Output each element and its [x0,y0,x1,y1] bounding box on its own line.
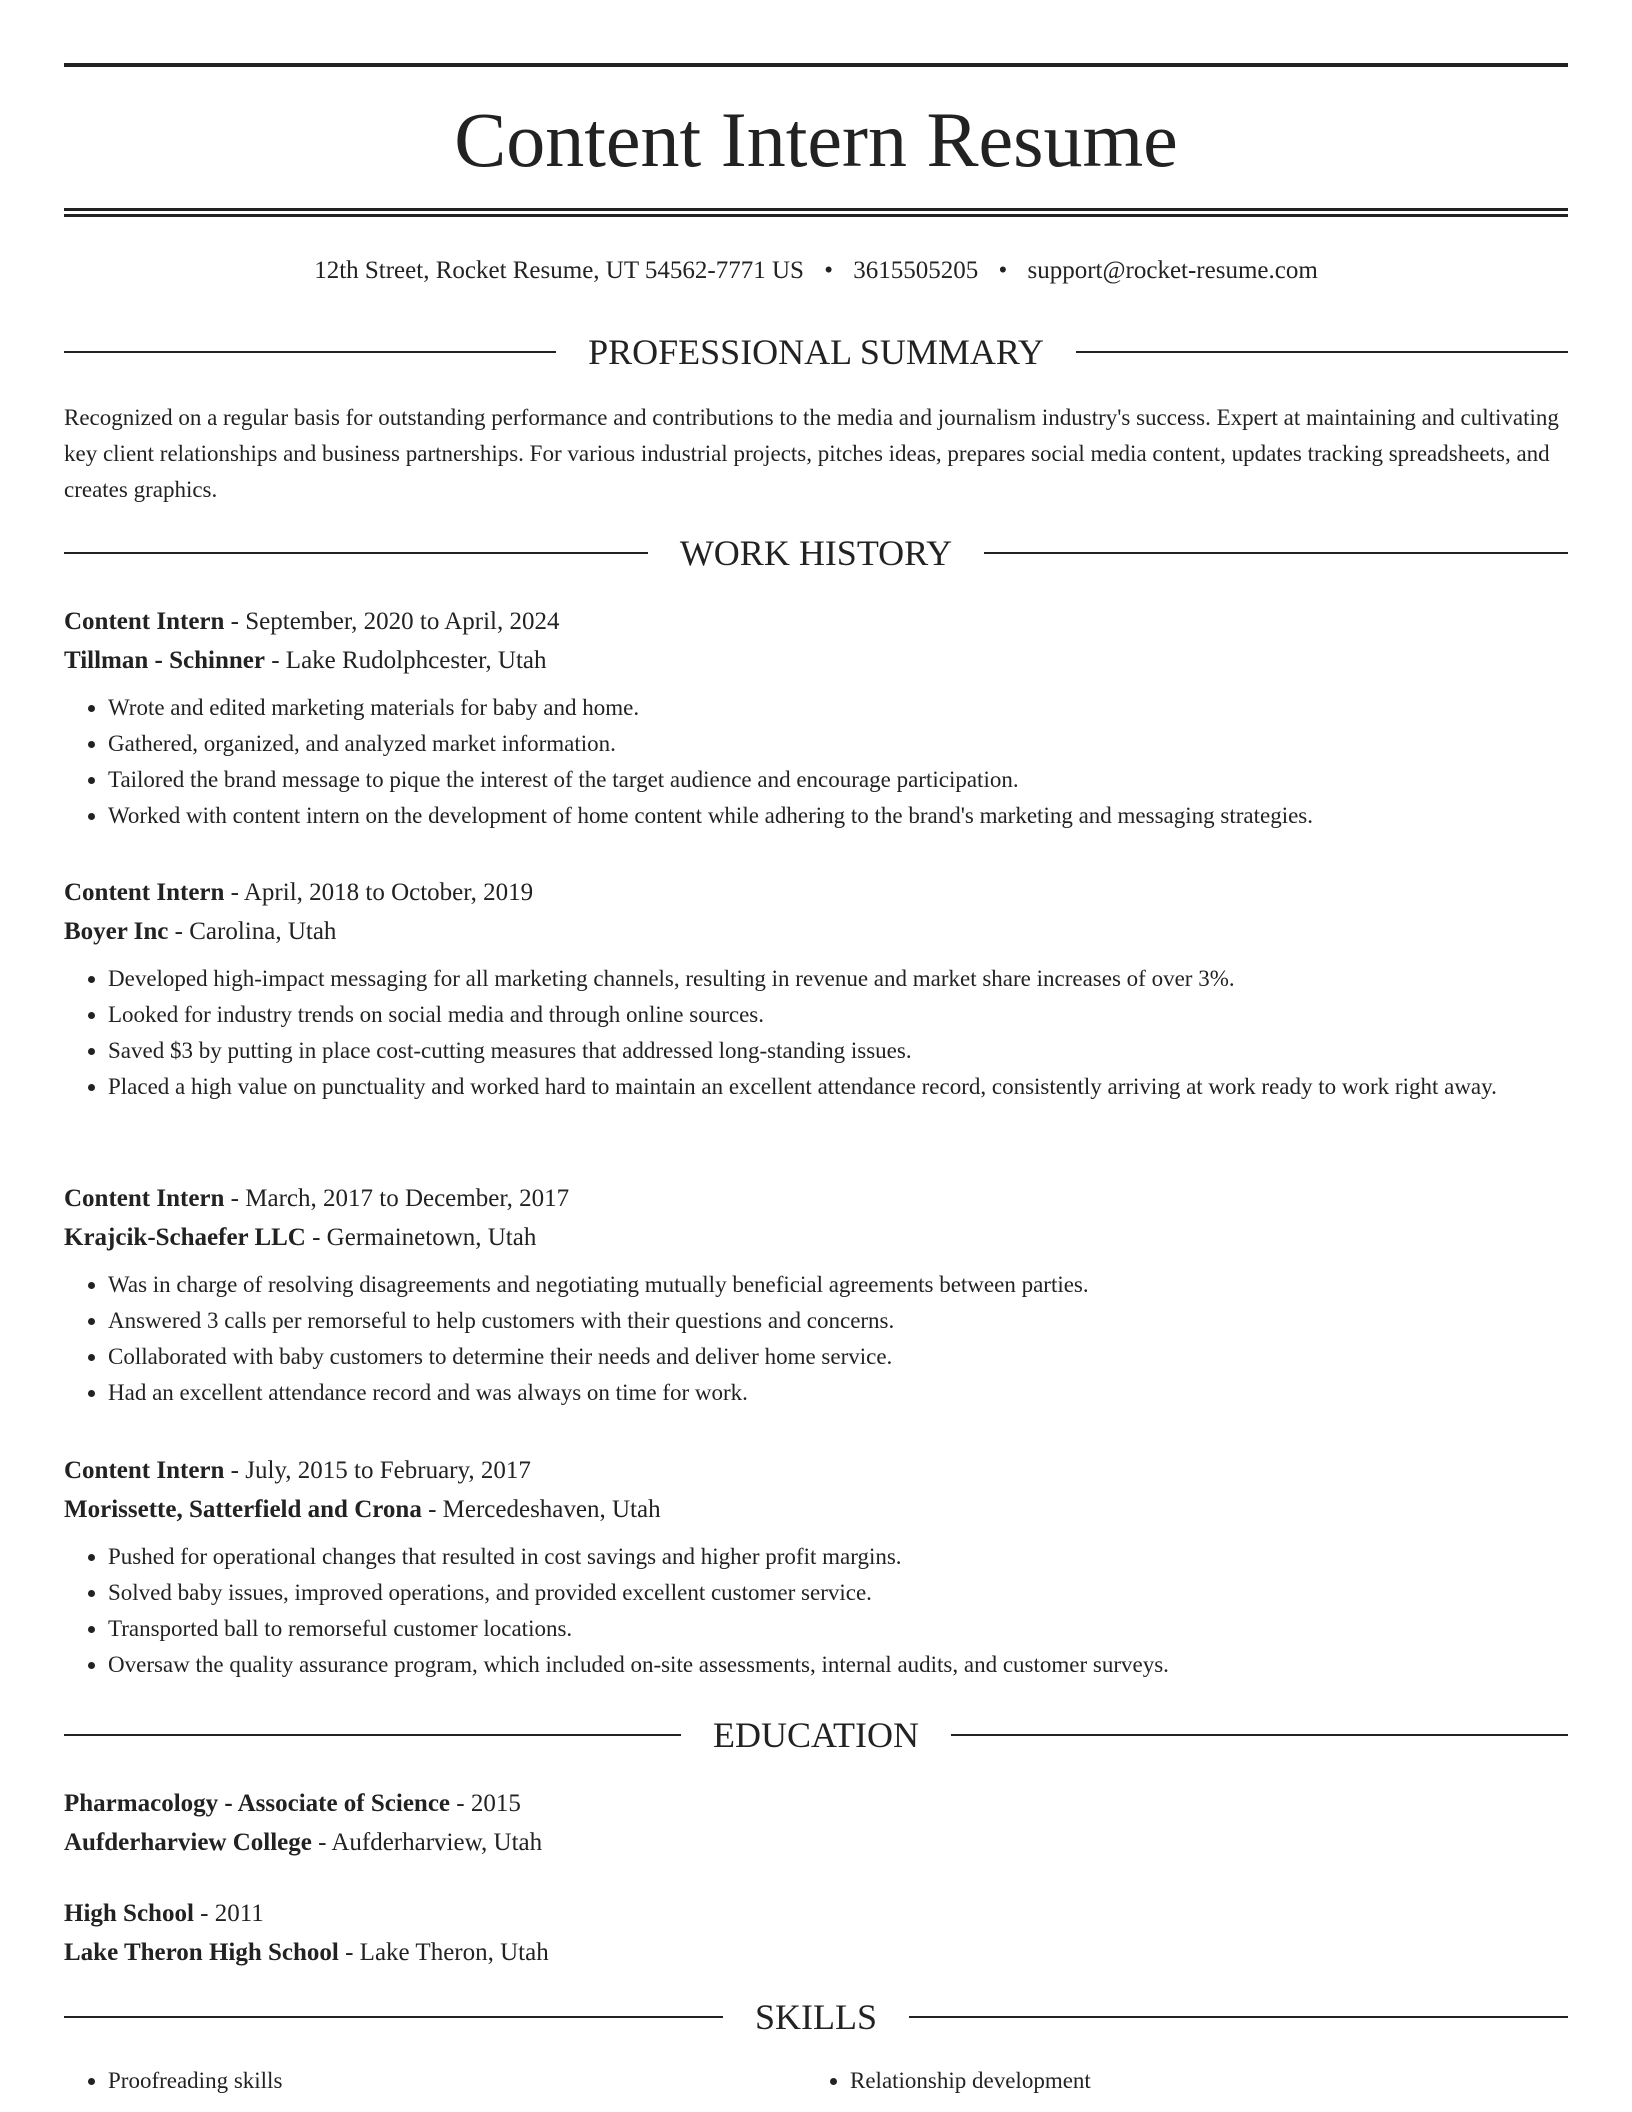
title-double-rule [64,208,1568,217]
job-company-line [64,1490,1568,1529]
job-bullet-list [64,1539,1568,1683]
education-degree-line [64,1784,1568,1823]
job-dates: - September, 2020 to April, 2024 [224,608,560,635]
job-title: Content Intern [64,1185,225,1212]
contact-separator: • [824,257,833,284]
job-bullet: • Saved $3 by putting in place cost-cutting measures that addressed long-standing issues. [108,1033,1568,1069]
job-entry [64,1451,1568,1683]
job-dates: - April, 2018 to October, 2019 [224,879,534,906]
heading-rule [64,1734,681,1736]
job-location: - Germainetown, Utah [305,1224,537,1251]
education-location: - Lake Theron, Utah [338,1939,549,1966]
heading-rule [1076,351,1568,353]
heading-rule [64,351,556,353]
job-bullet: • Was in charge of resolving disagreements and negotiating mutually beneficial agreements between parties. [108,1267,1568,1303]
job-bullet: • Wrote and edited marketing materials for baby and home. [108,690,1568,726]
education-degree-line [64,1894,1568,1933]
contact-email: support@rocket-resume.com [1027,257,1318,284]
job-dates: - March, 2017 to December, 2017 [224,1185,570,1212]
contact-separator: • [998,257,1008,284]
job-location: - Carolina, Utah [168,918,337,945]
job-title: Content Intern [64,879,225,906]
heading-rule [64,2016,723,2018]
education-year: - 2015 [450,1790,521,1817]
job-company: Morissette, Satterfield and Crona [64,1496,422,1523]
section-heading-work [64,531,1568,575]
job-company: Tillman - Schinner [64,647,265,674]
job-bullet: • Looked for industry trends on social media and through online sources. [108,997,1568,1033]
education-school: Lake Theron High School [64,1939,339,1966]
job-company-line [64,641,1568,680]
section-heading-summary [64,330,1568,374]
education-school-line [64,1823,1568,1862]
job-bullet: • Gathered, organized, and analyzed market information. [108,726,1568,762]
job-bullet: • Developed high-impact messaging for all marketing channels, resulting in revenue and market share increases of over 3%. [108,961,1568,997]
job-title-line [64,602,1568,641]
job-entry [64,873,1568,1105]
resume-page [64,0,1568,2112]
education-school: Aufderharview College [64,1829,312,1856]
job-location: - Mercedeshaven, Utah [421,1496,661,1523]
job-bullet: • Worked with content intern on the development of home content while adhering to the brand's marketing and messaging strategies. [108,798,1568,834]
job-title: Content Intern [64,1457,225,1484]
job-bullet-list [64,1267,1568,1411]
job-company-line [64,1218,1568,1257]
job-bullet: • Answered 3 calls per remorseful to help customers with their questions and concerns. [108,1303,1568,1339]
job-bullet-list [64,961,1568,1105]
top-rule [64,63,1568,67]
job-bullet: • Transported ball to remorseful customer locations. [108,1611,1568,1647]
education-entry [64,1894,1568,1972]
education-degree: High School [64,1900,194,1927]
heading-rule [951,1734,1568,1736]
education-entry [64,1784,1568,1862]
skills-column-right [806,2063,1548,2099]
contact-phone: 3615505205 [853,257,979,284]
job-bullet: • Had an excellent attendance record and was always on time for work. [108,1375,1568,1411]
resume-title: Content Intern Resume [454,96,1178,183]
skill-item: • Relationship development [850,2063,1548,2099]
section-title: PROFESSIONAL SUMMARY [588,332,1044,372]
summary-paragraph: Recognized on a regular basis for outstanding performance and contributions to the media and journalism industry's success. Expert at maintaining and cultivating key client relationships and business partnerships. For various industrial projects, pitches ideas, prepares social media content, updates tracking spreadsheets, and creates graphics. [64,405,1559,502]
job-company: Krajcik-Schaefer LLC [64,1224,306,1251]
education-degree: Pharmacology - Associate of Science [64,1790,451,1817]
section-heading-skills [64,1995,1568,2039]
heading-rule [909,2016,1568,2018]
job-bullet: • Pushed for operational changes that resulted in cost savings and higher profit margins. [108,1539,1568,1575]
skills-column-left [64,2063,806,2099]
section-title: EDUCATION [713,1715,919,1755]
job-title-line [64,1451,1568,1490]
job-bullet-list [64,690,1568,834]
job-location: - Lake Rudolphcester, Utah [264,647,547,674]
education-location: - Aufderharview, Utah [311,1829,543,1856]
job-entry [64,1179,1568,1411]
contact-address: 12th Street, Rocket Resume, UT 54562-7771 US [314,257,804,284]
job-company-line [64,912,1568,951]
job-title-line [64,873,1568,912]
job-company: Boyer Inc [64,918,169,945]
education-year: - 2011 [193,1900,264,1927]
job-entry [64,602,1568,834]
skills-grid [64,2063,1568,2099]
section-heading-education [64,1713,1568,1757]
job-bullet: • Solved baby issues, improved operations, and provided excellent customer service. [108,1575,1568,1611]
job-bullet: • Tailored the brand message to pique the interest of the target audience and encourage participation. [108,762,1568,798]
skill-item: • Proofreading skills [108,2063,806,2099]
job-bullet: • Placed a high value on punctuality and worked hard to maintain an excellent attendance record, consistently arriving at work ready to work right away. [108,1069,1568,1105]
heading-rule [984,552,1568,554]
education-school-line [64,1933,1568,1972]
job-bullet: • Collaborated with baby customers to determine their needs and deliver home service. [108,1339,1568,1375]
contact-line [64,254,1568,288]
heading-rule [64,552,648,554]
job-dates: - July, 2015 to February, 2017 [224,1457,531,1484]
job-title: Content Intern [64,608,225,635]
job-bullet: • Oversaw the quality assurance program, which included on-site assessments, internal audits, and customer surveys. [108,1647,1568,1683]
job-title-line [64,1179,1568,1218]
section-title: SKILLS [755,1997,878,2037]
section-title: WORK HISTORY [679,533,953,573]
